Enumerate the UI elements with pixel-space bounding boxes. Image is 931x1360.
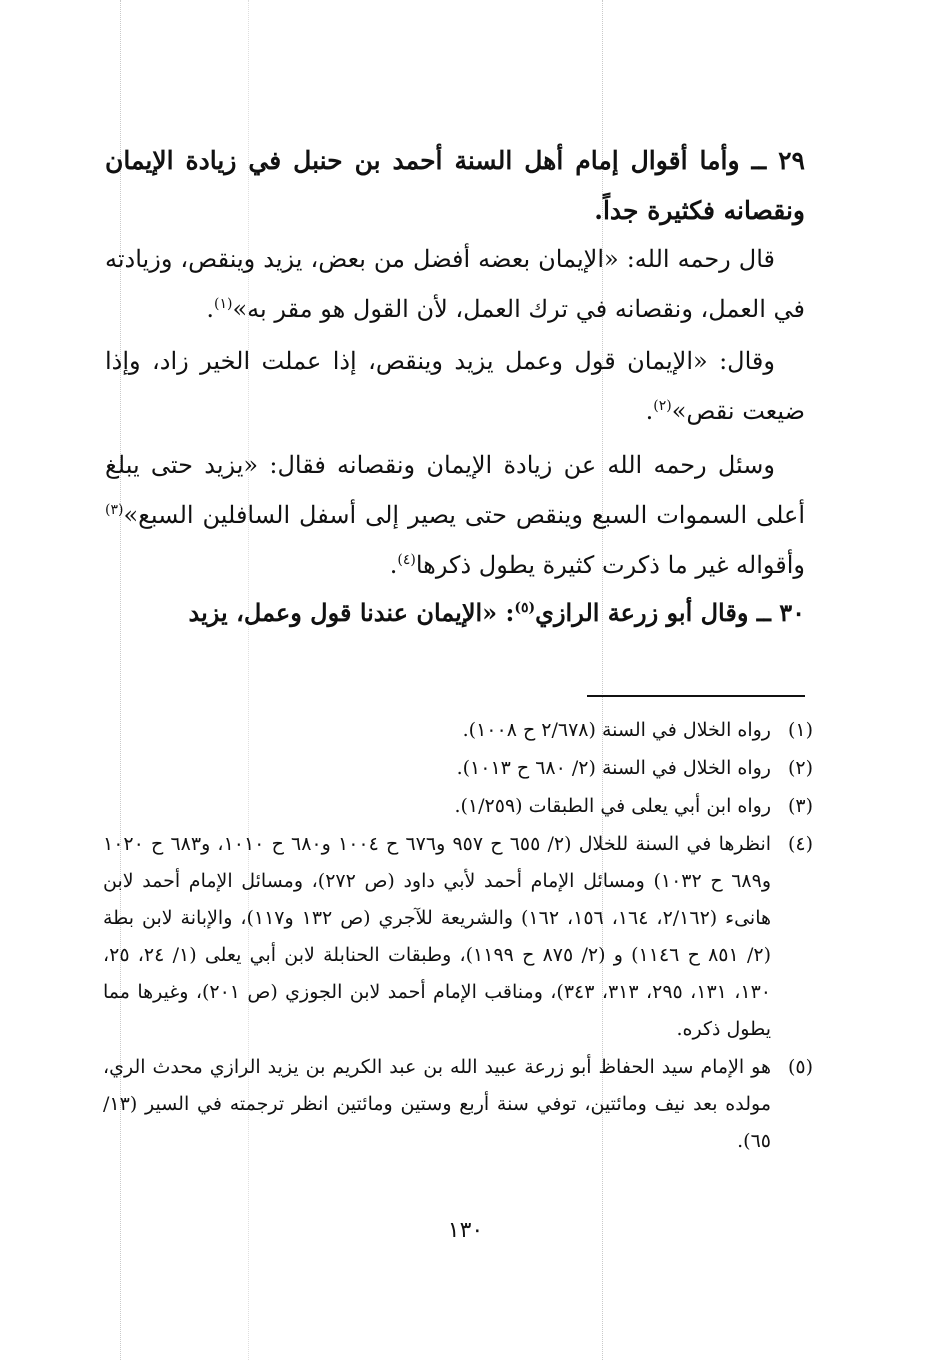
punctuation: . [389,551,398,579]
page-number: ١٣٠ [447,1218,484,1243]
punctuation: . [645,397,654,425]
footnote-text: هو الإمام سيد الحفاظ أبو زرعة عبيد الله بن عبد الكريم بن يزيد الرازي محدث الري، مولده بعد نيف ومائتين، توفي سنة أربع وستين ومائتين انظر ترجمته في السير (١٣/ ٦٥). [103,1056,771,1152]
quote-text: : «الإيمان عندنا قول وعمل، يزيد [188,598,515,627]
quote-text: قال رحمه الله: «الإيمان بعضه أفضل من بعض، يزيد وينقص، وزيادته في العمل، ونقصانه في ترك العمل، لأن القول هو مقر به» [105,245,805,323]
footnote-number: (٣) [787,795,813,817]
footnote-ref[interactable]: (٣) [105,502,124,518]
footnote-ref[interactable]: (١) [214,296,233,312]
footnote-item [103,712,813,749]
footnote-ref[interactable]: (٢) [653,398,672,414]
paragraph-number: ٣٠ ــ [756,598,805,627]
footnote-item [103,1049,813,1160]
footnote-number: (١) [787,719,813,741]
footnote-item [103,826,813,1048]
quote-text: وسئل رحمه الله عن زيادة الإيمان ونقصانه فقال: «يزيد حتى يبلغ أعلى السموات السبع وينقص حتى يصير إلى أسفل السافلين السبع» [105,451,805,529]
footnote-number: (٢) [787,757,813,779]
paragraph-number: ٢٩ ــ [751,146,805,175]
paragraph-text: وأقواله غير ما ذكرت كثيرة يطول ذكرها [415,551,805,579]
footnote-text: رواه ابن أبي يعلى في الطبقات (١/٢٥٩). [454,795,771,817]
quote-paragraph [105,336,805,436]
paragraph-29 [105,136,805,236]
footnote-number: (٤) [787,833,813,855]
footnote-divider [587,695,805,697]
footnote-text: انظرها في السنة للخلال (٢/ ٦٥٥ ح ٩٥٧ و٦٧٦ ح ١٠٠٤ و٦٨٠ ح ١٠١٠، و٦٨٣ ح ١٠٢٠ و٦٨٩ ح ١٠٣٢) ومسائل الإمام أحمد لأبي داود (ص ٢٧٢)، ومسائل الإمام أحمد لابن هانىء (٢/١٦٢، ١٦٤، ١٥٦، ١٦٢) والشريعة للآجري (ص ١٣٢ و١١٧)، والإبانة لابن بطة (٢/ ٨٥١ ح ١١٤٦) و (٢/ ٨٧٥ ح ١١٩٩)، وطبقات الحنابلة لابن أبي يعلى (١/ ٢٤، ٢٥، ١٣٠، ١٣١، ٢٩٥، ٣١٣، ٣٤٣)، ومناقب الإمام أحمد لابن الجوزي (ص ٢٠١)، وغيرها مما يطول ذكره. [103,833,772,1040]
paragraph-text: وقال أبو زرعة الرازي [535,598,749,627]
paragraph-text: وأما أقوال إمام أهل السنة أحمد بن حنبل في زيادة الإيمان ونقصانه فكثيرة جداً. [105,146,805,225]
footnote-item [103,750,813,787]
punctuation: . [206,295,214,323]
footnote-text: رواه الخلال في السنة (٢/٦٧٨ ح ١٠٠٨). [462,719,771,741]
quote-paragraph [105,440,805,590]
footnote-item [103,788,813,825]
footnote-text: رواه الخلال في السنة (٢/ ٦٨٠ ح ١٠١٣). [456,757,771,779]
paragraph-30 [105,588,805,638]
footnote-number: (٥) [787,1056,813,1078]
footnotes [103,712,813,1161]
footnote-ref[interactable]: (٤) [397,552,416,568]
quote-text: وقال: «الإيمان قول وعمل يزيد وينقص، إذا عملت الخير زاد، وإذا ضيعت نقص» [105,347,805,425]
footnote-ref[interactable]: (٥) [514,600,536,616]
quote-paragraph [105,234,805,334]
